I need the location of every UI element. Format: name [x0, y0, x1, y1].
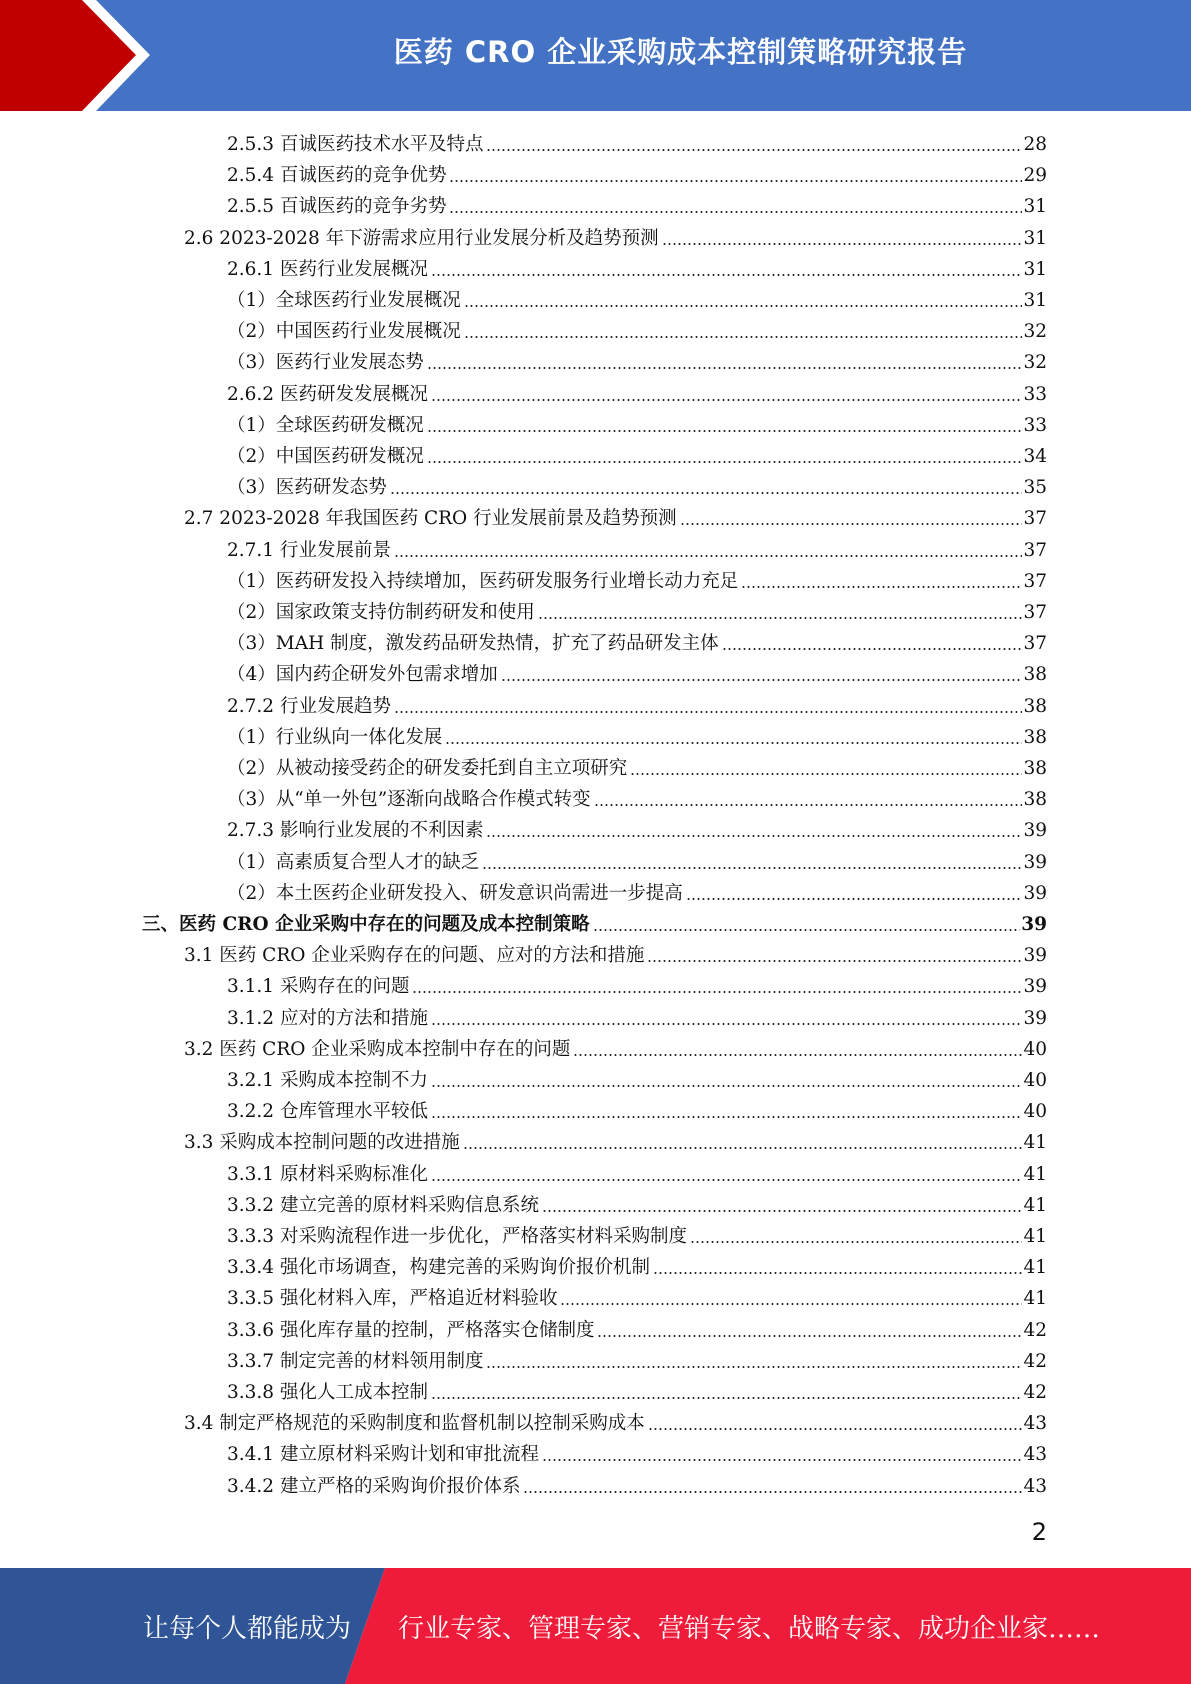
toc-entry[interactable] — [227, 876, 1047, 906]
toc-entry-title: 2.7.1 行业发展前景 — [227, 540, 391, 561]
toc-entry-title: 2.7.2 行业发展趋势 — [227, 696, 391, 717]
toc-dot-leader — [449, 211, 1022, 213]
toc-entry-page: 31 — [1023, 290, 1047, 311]
toc-dot-leader — [523, 1491, 1022, 1493]
toc-entry[interactable] — [227, 751, 1047, 781]
toc-dot-leader — [690, 1241, 1022, 1243]
toc-entry-page: 38 — [1023, 664, 1047, 685]
toc-entry-page: 31 — [1023, 196, 1047, 217]
toc-dot-leader — [594, 804, 1023, 806]
toc-entry[interactable] — [227, 158, 1047, 188]
toc-dot-leader — [445, 742, 1022, 744]
toc-entry[interactable] — [227, 127, 1047, 157]
toc-entry-page: 39 — [1023, 976, 1047, 997]
toc-dot-leader — [680, 523, 1023, 525]
toc-dot-leader — [501, 679, 1023, 681]
toc-entry-page: 37 — [1023, 633, 1047, 654]
toc-entry-page: 38 — [1023, 758, 1047, 779]
toc-entry[interactable] — [227, 595, 1047, 625]
toc-entry[interactable] — [227, 689, 1047, 719]
toc-entry-title: （1）全球医药研发概况 — [227, 415, 424, 436]
toc-entry[interactable] — [227, 189, 1047, 219]
toc-entry-title: 3.2 医药 CRO 企业采购成本控制中存在的问题 — [184, 1039, 571, 1060]
toc-entry[interactable] — [227, 1188, 1047, 1218]
toc-dot-leader — [741, 586, 1022, 588]
toc-entry-page: 43 — [1023, 1476, 1047, 1497]
toc-entry-page: 39 — [1023, 883, 1047, 904]
toc-entry[interactable] — [227, 845, 1047, 875]
toc-entry-title: 3.2.1 采购成本控制不力 — [227, 1070, 428, 1091]
toc-dot-leader — [431, 1085, 1022, 1087]
toc-entry-title: （2）中国医药行业发展概况 — [227, 321, 461, 342]
toc-entry-page: 39 — [1023, 820, 1047, 841]
toc-entry[interactable] — [227, 283, 1047, 313]
toc-entry[interactable] — [227, 1063, 1047, 1093]
toc-dot-leader — [449, 180, 1022, 182]
toc-dot-leader — [573, 1054, 1022, 1056]
toc-entry[interactable] — [227, 813, 1047, 843]
toc-dot-leader — [412, 991, 1022, 993]
toc-dot-leader — [394, 711, 1022, 713]
toc-entry-page: 34 — [1023, 446, 1047, 467]
toc-entry-title: 2.6 2023-2028 年下游需求应用行业发展分析及趋势预测 — [184, 228, 659, 249]
toc-entry-page: 37 — [1023, 508, 1047, 529]
toc-entry-title: （2）本土医药企业研发投入、研发意识尚需进一步提高 — [227, 883, 683, 904]
toc-dot-leader — [427, 430, 1023, 432]
toc-entry[interactable] — [227, 408, 1047, 438]
toc-dot-leader — [463, 1147, 1023, 1149]
toc-entry-title: 3.4.2 建立严格的采购询价报价体系 — [227, 1476, 521, 1497]
toc-entry[interactable] — [227, 377, 1047, 407]
toc-entry[interactable] — [184, 938, 1047, 968]
toc-dot-leader — [722, 648, 1023, 650]
toc-entry-page: 37 — [1023, 540, 1047, 561]
toc-entry-page: 40 — [1023, 1070, 1047, 1091]
toc-dot-leader — [394, 555, 1022, 557]
toc-entry-page: 41 — [1023, 1132, 1047, 1153]
toc-entry-page: 43 — [1023, 1444, 1047, 1465]
toc-entry-title: 3.3.5 强化材料入库，严格追近材料验收 — [227, 1288, 558, 1309]
toc-entry-title: （3）医药行业发展态势 — [227, 352, 424, 373]
toc-entry-page: 41 — [1023, 1226, 1047, 1247]
page-header — [0, 0, 1191, 111]
toc-entry[interactable] — [142, 907, 1047, 937]
toc-entry-title: 3.3.1 原材料采购标准化 — [227, 1164, 428, 1185]
toc-entry[interactable] — [227, 314, 1047, 344]
report-title: 医药 CRO 企业采购成本控制策略研究报告 — [393, 35, 968, 69]
toc-entry-title: 2.7.3 影响行业发展的不利因素 — [227, 820, 484, 841]
toc-dot-leader — [427, 461, 1023, 463]
toc-entry[interactable] — [227, 533, 1047, 563]
toc-entry-page: 39 — [1021, 914, 1047, 935]
toc-dot-leader — [486, 149, 1022, 151]
toc-dot-leader — [542, 1210, 1022, 1212]
toc-entry[interactable] — [227, 564, 1047, 594]
footer-slogan-right: 行业专家、管理专家、营销专家、战略专家、成功企业家…… — [398, 1613, 1101, 1644]
toc-entry[interactable] — [184, 1125, 1047, 1155]
toc-entry[interactable] — [227, 782, 1047, 812]
toc-dot-leader — [486, 1366, 1022, 1368]
toc-entry-page: 39 — [1023, 852, 1047, 873]
toc-entry-page: 38 — [1023, 727, 1047, 748]
toc-dot-leader — [431, 274, 1022, 276]
toc-entry-title: 3.1.1 采购存在的问题 — [227, 976, 410, 997]
toc-entry-title: 2.5.5 百诚医药的竞争劣势 — [227, 196, 447, 217]
toc-entry[interactable] — [227, 1281, 1047, 1311]
toc-entry-page: 40 — [1023, 1039, 1047, 1060]
toc-entry-title: （3）MAH 制度，激发药品研发热情，扩充了药品研发主体 — [227, 633, 719, 654]
toc-entry[interactable] — [227, 1250, 1047, 1280]
toc-entry-page: 37 — [1023, 571, 1047, 592]
toc-entry[interactable] — [227, 439, 1047, 469]
toc-entry-title: 3.2.2 仓库管理水平较低 — [227, 1101, 428, 1122]
toc-dot-leader — [647, 960, 1022, 962]
toc-entry-page: 42 — [1023, 1320, 1047, 1341]
toc-entry-page: 33 — [1023, 415, 1047, 436]
toc-entry[interactable] — [184, 1406, 1047, 1436]
toc-entry[interactable] — [227, 1375, 1047, 1405]
toc-entry-page: 32 — [1023, 321, 1047, 342]
toc-entry-page: 41 — [1023, 1164, 1047, 1185]
toc-entry-title: （4）国内药企研发外包需求增加 — [227, 664, 498, 685]
toc-dot-leader — [486, 835, 1022, 837]
toc-entry-title: 3.3.8 强化人工成本控制 — [227, 1382, 428, 1403]
toc-entry-title: 2.7 2023-2028 年我国医药 CRO 行业发展前景及趋势预测 — [184, 508, 677, 529]
toc-entry[interactable] — [227, 1469, 1047, 1499]
toc-entry[interactable] — [227, 1313, 1047, 1343]
toc-entry-title: 3.4 制定严格规范的采购制度和监督机制以控制采购成本 — [184, 1413, 645, 1434]
toc-entry-page: 31 — [1023, 228, 1047, 249]
toc-entry-page: 41 — [1023, 1257, 1047, 1278]
toc-dot-leader — [464, 336, 1023, 338]
toc-entry[interactable] — [227, 626, 1047, 656]
toc-entry-page: 38 — [1023, 789, 1047, 810]
toc-dot-leader — [686, 898, 1023, 900]
toc-entry-page: 32 — [1023, 352, 1047, 373]
toc-entry-page: 39 — [1023, 1008, 1047, 1029]
toc-entry-title: 3.1 医药 CRO 企业采购存在的问题、应对的方法和措施 — [184, 945, 645, 966]
toc-entry-title: 3.3.7 制定完善的材料领用制度 — [227, 1351, 484, 1372]
toc-dot-leader — [482, 867, 1022, 869]
toc-entry-title: （1）全球医药行业发展概况 — [227, 290, 461, 311]
toc-entry-page: 41 — [1023, 1288, 1047, 1309]
toc-dot-leader — [653, 1272, 1022, 1274]
toc-entry-title: （2）从被动接受药企的研发委托到自主立项研究 — [227, 758, 628, 779]
toc-entry-page: 42 — [1023, 1382, 1047, 1403]
toc-entry-title: 3.4.1 建立原材料采购计划和审批流程 — [227, 1444, 539, 1465]
toc-entry-page: 37 — [1023, 602, 1047, 623]
toc-dot-leader — [464, 305, 1023, 307]
toc-entry[interactable] — [227, 657, 1047, 687]
toc-dot-leader — [431, 1023, 1022, 1025]
toc-entry[interactable] — [184, 1032, 1047, 1062]
footer-slogan-left: 让每个人都能成为 — [143, 1613, 352, 1644]
toc-entry-title: 3.3.4 强化市场调查，构建完善的采购询价报价机制 — [227, 1257, 650, 1278]
toc-entry-title: 3.3 采购成本控制问题的改进措施 — [184, 1132, 460, 1153]
toc-entry-page: 42 — [1023, 1351, 1047, 1372]
toc-entry-title: 3.3.3 对采购流程作进一步优化，严格落实材料采购制度 — [227, 1226, 687, 1247]
toc-entry[interactable] — [227, 969, 1047, 999]
toc-entry-page: 40 — [1023, 1101, 1047, 1122]
toc-entry[interactable] — [227, 1094, 1047, 1124]
toc-dot-leader — [593, 929, 1021, 931]
toc-entry-page: 28 — [1023, 134, 1047, 155]
toc-entry-title: （2）中国医药研发概况 — [227, 446, 424, 467]
toc-entry-page: 35 — [1023, 477, 1047, 498]
toc-entry-title: （1）医药研发投入持续增加，医药研发服务行业增长动力充足 — [227, 571, 739, 592]
toc-entry-page: 33 — [1023, 384, 1047, 405]
toc-entry-title: （3）医药研发态势 — [227, 477, 387, 498]
toc-entry[interactable] — [227, 720, 1047, 750]
toc-dot-leader — [427, 367, 1023, 369]
toc-entry-page: 43 — [1023, 1413, 1047, 1434]
toc-entry-page: 31 — [1023, 259, 1047, 280]
toc-dot-leader — [431, 1397, 1022, 1399]
toc-entry[interactable] — [227, 1437, 1047, 1467]
toc-entry[interactable] — [227, 470, 1047, 500]
toc-entry-title: 2.6.1 医药行业发展概况 — [227, 259, 428, 280]
toc-entry-title: 三、医药 CRO 企业采购中存在的问题及成本控制策略 — [142, 914, 590, 935]
toc-entry-title: 2.5.4 百诚医药的竞争优势 — [227, 165, 447, 186]
toc-dot-leader — [431, 399, 1022, 401]
toc-entry-title: 3.1.2 应对的方法和措施 — [227, 1008, 428, 1029]
toc-entry-title: （1）行业纵向一体化发展 — [227, 727, 443, 748]
toc-entry[interactable] — [227, 1219, 1047, 1249]
toc-dot-leader — [390, 492, 1023, 494]
toc-dot-leader — [630, 773, 1022, 775]
toc-dot-leader — [431, 1179, 1022, 1181]
toc-entry-page: 38 — [1023, 696, 1047, 717]
toc-entry-title: （3）从“单一外包”逐渐向战略合作模式转变 — [227, 789, 591, 810]
toc-entry[interactable] — [184, 221, 1047, 251]
toc-dot-leader — [648, 1428, 1023, 1430]
toc-entry[interactable] — [227, 1344, 1047, 1374]
toc-entry-title: （1）高素质复合型人才的缺乏 — [227, 852, 480, 873]
toc-entry[interactable] — [227, 345, 1047, 375]
toc-entry-title: 3.3.2 建立完善的原材料采购信息系统 — [227, 1195, 539, 1216]
toc-dot-leader — [662, 243, 1023, 245]
page-number: 2 — [1031, 1518, 1047, 1546]
toc-entry-title: 2.5.3 百诚医药技术水平及特点 — [227, 134, 484, 155]
toc-dot-leader — [431, 1116, 1022, 1118]
toc-dot-leader — [538, 617, 1023, 619]
toc-entry-page: 41 — [1023, 1195, 1047, 1216]
toc-entry-page: 39 — [1023, 945, 1047, 966]
page-footer — [0, 1568, 1191, 1684]
toc-entry-page: 29 — [1023, 165, 1047, 186]
toc-entry-title: （2）国家政策支持仿制药研发和使用 — [227, 602, 535, 623]
toc-dot-leader — [542, 1459, 1022, 1461]
toc-entry-title: 2.6.2 医药研发发展概况 — [227, 384, 428, 405]
toc-dot-leader — [597, 1335, 1022, 1337]
toc-dot-leader — [560, 1303, 1022, 1305]
toc-entry[interactable] — [227, 252, 1047, 282]
toc-entry[interactable] — [227, 1157, 1047, 1187]
header-chevron-decoration — [0, 0, 160, 111]
toc-entry[interactable] — [184, 501, 1047, 531]
toc-entry[interactable] — [227, 1001, 1047, 1031]
toc-entry-title: 3.3.6 强化库存量的控制，严格落实仓储制度 — [227, 1320, 595, 1341]
